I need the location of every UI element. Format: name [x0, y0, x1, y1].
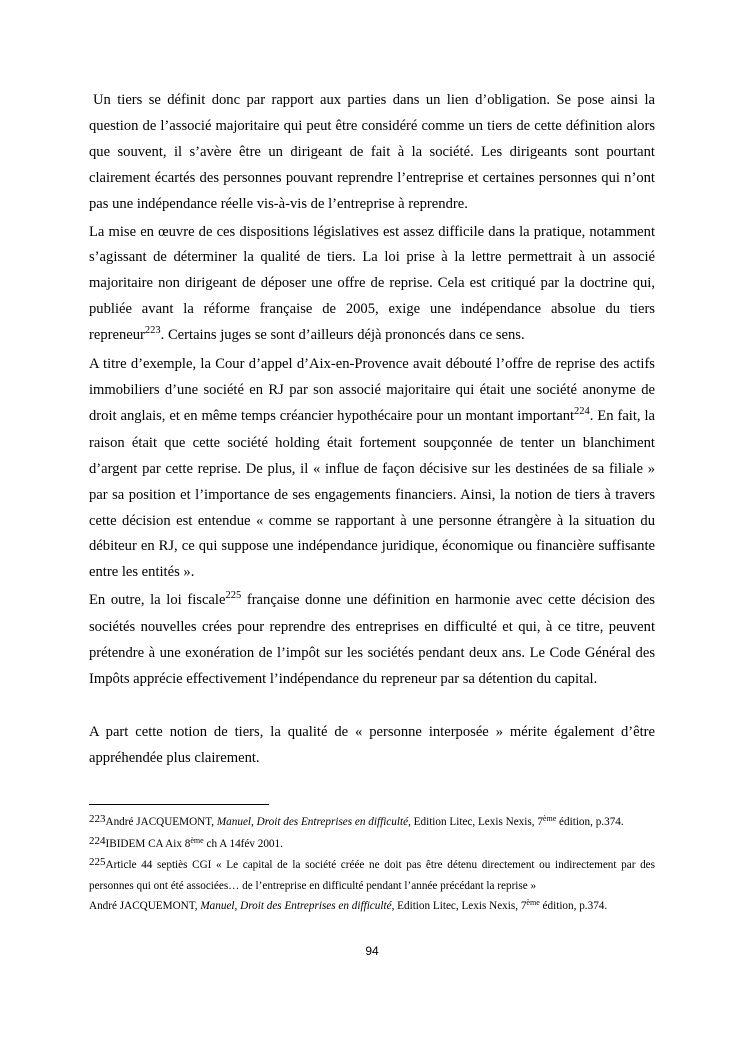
paragraph-2-text-b: . Certains juges se sont d’ailleurs déjà prononcés dans ce sens.: [160, 327, 525, 344]
paragraph-3: [89, 352, 655, 586]
footnote-225-citation: [89, 896, 655, 918]
footnote-title: Manuel, Droit des Entreprises en difficulté: [200, 900, 392, 912]
footnote-225: [89, 855, 655, 896]
footnote-number: 225: [89, 856, 106, 868]
footnote-ref-225[interactable]: 225: [225, 590, 242, 602]
footnotes: [89, 812, 655, 918]
footnote-number: 224: [89, 834, 106, 847]
footnote-number: 223: [89, 813, 106, 825]
footnote-text-a: IBIDEM CA Aix 8: [105, 837, 191, 850]
footnote-author: André JACQUEMONT,: [105, 816, 217, 828]
footnote-text: Article 44 septiès CGI « Le capital de la société créée ne doit pas être détenu directement ou indirectement par des personnes qui ont été associées… de l’entreprise en difficulté pendant l’année précédant la reprise »: [89, 859, 655, 892]
footnote-end: édition, p.374.: [539, 900, 608, 912]
paragraph-3-text-a: A titre d’exemple, la Cour d’appel d’Aix-en-Provence avait débouté l’offre de reprise des actifs immobiliers d’une société en RJ par son associé majoritaire qui était une société anonyme de droit anglais, et en même temps créancier hypothécaire pour un montant important: [89, 356, 655, 424]
page-number: 94: [365, 944, 379, 958]
footnote-224: [89, 834, 655, 856]
footnote-sup: ème: [542, 814, 557, 823]
paragraph-4: [89, 588, 655, 693]
footnote-text-b: ch A 14fév 2001.: [203, 837, 283, 850]
paragraph-3-text-b: . En fait, la raison était que cette société holding était fortement soupçonnée de tenter un blanchiment d’argent par cette reprise. De plus, il « influe de façon décisive sur les destinées de sa filiale » par sa position et l’importance de ses engagements financiers. Ainsi, la notion de tiers à travers cette décision est entendue « comme se rapportant à une personne étrangère à la situation du débiteur en RJ, ce qui suppose une indépendance juridique, économique ou financière suffisante entre les entités ».: [89, 407, 655, 581]
footnote-ref-224[interactable]: 224: [574, 405, 590, 417]
paragraph-4-text-b: française donne une définition en harmonie avec cette décision des sociétés nouvelles crées pour reprendre des entreprises en difficulté et qui, à ce titre, peuvent prétendre à une exonération de l’impôt sur les sociétés pendant deux ans. Le Code Général des Impôts apprécie effectivement l’indépendance du repreneur par sa détention du capital.: [89, 592, 655, 687]
body-text: [89, 88, 655, 772]
footnote-223: [89, 812, 655, 834]
footnote-sup: ème: [190, 835, 204, 845]
footnote-end: édition, p.374.: [556, 816, 624, 828]
paragraph-2: [89, 220, 655, 351]
footnote-publisher: , Edition Litec, Lexis Nexis, 7: [391, 900, 527, 912]
paragraph-5: A part cette notion de tiers, la qualité de « personne interposée » mérite également d’être appréhendée plus clairement.: [89, 723, 655, 766]
paragraph-1: Un tiers se définit donc par rapport aux parties dans un lien d’obligation. Se pose ainsi la question de l’associé majoritaire qui peut être considéré comme un tiers de cette définition alors que souvent, il s’avère être un dirigeant de fait à la société. Les dirigeants sont pourtant clairement écartés des personnes pouvant reprendre l’entreprise et certaines personnes qui n’ont pas une indépendance réelle vis-à-vis de l’entreprise à reprendre.: [89, 92, 655, 212]
footnote-separator: [89, 804, 269, 805]
footnote-author: André JACQUEMONT,: [89, 900, 201, 912]
footnote-title: Manuel, Droit des Entreprises en difficulté: [216, 816, 409, 828]
footnote-ref-223[interactable]: 223: [144, 325, 161, 337]
footnote-sup: ème: [526, 898, 540, 907]
paragraph-2-text-a: La mise en œuvre de ces dispositions législatives est assez difficile dans la pratique, notamment s’agissant de déterminer la qualité de tiers. La loi prise à la lettre permettrait à un associé majoritaire non dirigeant de déposer une offre de reprise. Cela est critiqué par la doctrine qui, publiée avant la réforme française de 2005, exige une indépendance absolue du tiers repreneur: [89, 223, 655, 344]
paragraph-4-text-a: En outre, la loi fiscale: [89, 592, 226, 609]
footnote-publisher: , Edition Litec, Lexis Nexis, 7: [408, 816, 543, 828]
